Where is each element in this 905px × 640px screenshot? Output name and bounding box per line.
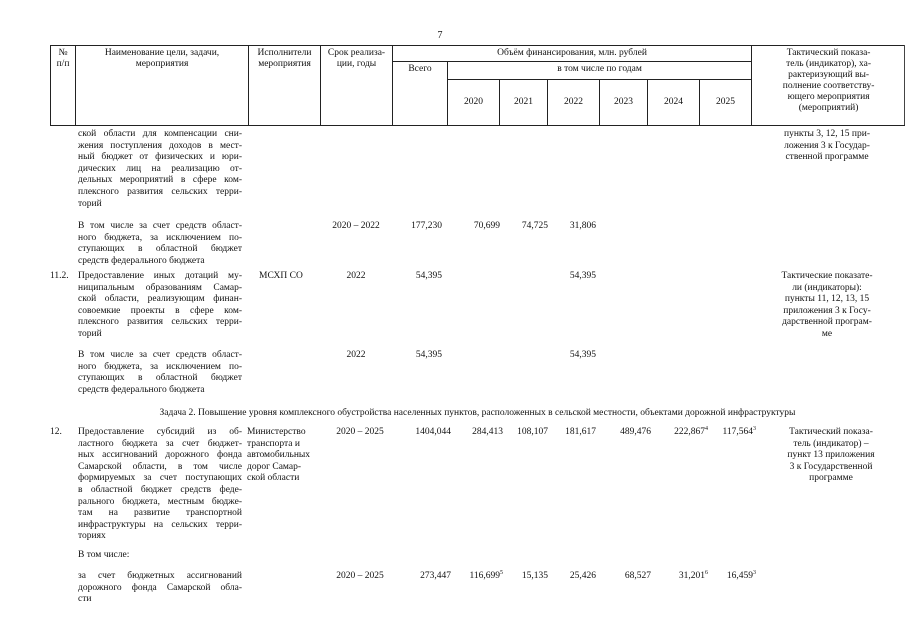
row-cont-indicator: [752, 129, 902, 164]
text-line: дельных мероприятий в сфере ком-: [78, 175, 242, 186]
text-line: Тактические показате-: [781, 271, 873, 281]
header-year-2025: 2025: [700, 80, 752, 126]
row-cont-obl-period: 2020 – 2022: [332, 221, 380, 231]
row-12a-2024: 31,201$^6$: [678, 569, 708, 581]
row-11-2-name: [78, 271, 242, 341]
text-line: торий: [78, 198, 102, 209]
header-name: Наименование цели, задачи, мероприятия: [76, 46, 249, 126]
row-11-2-obl-name: [78, 350, 242, 396]
text-line: приложения 3 к Госу-: [783, 305, 871, 316]
row-12-2025: 117,564$^3$: [722, 425, 756, 437]
header-by-years: в том числе по годам: [448, 62, 752, 80]
header-period: Срок реализа- ции, годы: [321, 46, 393, 126]
row-11-2-executor: [259, 271, 325, 283]
text-line: совоемкие проекты в сфере ком-: [78, 305, 242, 316]
text-line: жения поступления доходов в мест-: [78, 140, 242, 151]
text-line: транспорта и: [247, 438, 300, 449]
row-12a-name: [78, 571, 242, 606]
text-line: ме: [821, 328, 833, 339]
text-line: инфраструктуры на сельских терри-: [78, 519, 242, 530]
row-12-2022: 181,617: [565, 427, 596, 437]
text-line: ластного бюджета за счет бюджет-: [78, 438, 242, 449]
text-line: ской области: [247, 473, 300, 484]
task-2-heading: Задача 2. Повышение уровня комплексного обустройства населенных пунктов, расположенных в сельской местности, объектами дорожной инфраструктуры: [159, 408, 796, 418]
text-line: программе: [809, 473, 853, 484]
text-line: сти: [78, 594, 92, 605]
row-11-2-obl-period: 2022: [346, 350, 366, 360]
text-line: ного бюджета, за исключением по-: [78, 232, 242, 243]
text-line: рального бюджета, местным бюдже-: [78, 496, 242, 507]
text-line: Предоставление иных дотаций му-: [78, 271, 242, 281]
row-11-2-total: 54,395: [415, 271, 442, 281]
row-12-period: 2020 – 2025: [336, 427, 384, 437]
row-12a-2023: 68,527: [624, 571, 651, 581]
row-cont-obl-2020: 70,699: [473, 221, 500, 231]
text-line: ской области, реализующим финан-: [78, 294, 242, 305]
row-cont-obl-2021: 74,725: [521, 221, 548, 231]
row-cont-name: [78, 129, 242, 210]
text-line: пункт 13 приложения: [787, 450, 875, 461]
row-12-2023: 489,476: [620, 427, 651, 437]
text-line: Тактический показа-: [789, 427, 873, 437]
row-12a-2025: 16,459$^3$: [726, 569, 756, 581]
text-line: Самарской области, в том числе: [78, 461, 242, 472]
text-line: тель (индикатор) –: [793, 438, 869, 449]
row-12a-2021: 15,135: [521, 571, 548, 581]
header-indicator: Тактический показа- тель (индикатор), ха- рактеризующий вы- полнение соответству- ющего мероприятия (мероприятий): [752, 46, 905, 126]
text-line: в областной бюджет средств феде-: [78, 484, 242, 495]
text-line: пункты 3, 12, 15 при-: [783, 129, 871, 139]
text-line: торий: [78, 328, 102, 339]
text-line: плексного развития сельских терри-: [78, 317, 242, 328]
text-line: средств федерального бюджета: [78, 384, 205, 395]
text-line: за счет бюджетных ассигнований: [78, 571, 242, 581]
text-line: плексного развития сельских терри-: [78, 186, 242, 197]
row-12-indicator: [758, 427, 904, 485]
row-cont-obl-name: [78, 221, 242, 267]
row-11-2-obl-2022: 54,395: [569, 350, 596, 360]
text-line: дических лиц на реализацию от-: [78, 163, 242, 174]
text-line: пункты 11, 12, 13, 15: [784, 294, 870, 305]
header-executors: Исполнители мероприятия: [249, 46, 321, 126]
text-line: Министерство: [247, 427, 306, 437]
text-line: автомобильных: [247, 450, 311, 461]
text-line: ступающих в областной бюджет: [78, 244, 242, 255]
text-line: средств федерального бюджета: [78, 255, 205, 266]
row-12-2020: 284,413: [472, 427, 503, 437]
header-year-2024: 2024: [648, 80, 700, 126]
text-line: ственной программе: [785, 152, 869, 163]
row-cont-obl-total: 177,230: [411, 221, 442, 231]
text-line: 3 к Государственной: [789, 461, 873, 472]
text-line: формируемых за счет поступающих: [78, 473, 242, 484]
text-line: ных ассигнований дорожного фонда: [78, 450, 242, 461]
page-number: 7: [437, 30, 443, 41]
text-line: там на развитие транспортной: [78, 508, 242, 519]
row-12-name: [78, 427, 242, 543]
row-11-2-num: 11.2.: [50, 271, 69, 281]
row-12a-2020: 116,699$^5$: [469, 569, 503, 581]
row-cont-obl-2022: 31,806: [569, 221, 596, 231]
header-total: Всего: [393, 62, 448, 126]
row-11-2-indicator: [752, 271, 902, 341]
text-line: ской области для компенсации сни-: [78, 129, 242, 139]
row-12a-2022: 25,426: [569, 571, 596, 581]
including-label: В том числе:: [78, 550, 130, 560]
text-line: ниципальным образованиям Самар-: [78, 282, 242, 293]
header-year-2021: 2021: [500, 80, 548, 126]
row-11-2-2022: 54,395: [569, 271, 596, 281]
text-line: дорожного фонда Самарской обла-: [78, 582, 242, 593]
text-line: Предоставление субсидий из об-: [78, 427, 242, 437]
text-line: ториях: [78, 531, 106, 542]
text-line: ный бюджет от физических и юри-: [78, 152, 242, 163]
text-line: В том числе за счет средств област-: [78, 221, 242, 231]
header-funding: Объём финансирования, млн. рублей: [393, 46, 752, 62]
row-12-num: 12.: [50, 427, 62, 437]
row-12-executor: [247, 427, 321, 485]
header-year-2022: 2022: [548, 80, 600, 126]
header-year-2023: 2023: [600, 80, 648, 126]
text-line: ступающих в областной бюджет: [78, 373, 242, 384]
row-12a-period: 2020 – 2025: [336, 571, 384, 581]
text-line: В том числе за счет средств област-: [78, 350, 242, 360]
row-11-2-obl-total: 54,395: [415, 350, 442, 360]
header-year-2020: 2020: [448, 80, 500, 126]
row-12-2024: 222,867$^4$: [674, 425, 708, 437]
text-line: ного бюджета, за исключением по-: [78, 361, 242, 372]
row-12a-total: 273,447: [420, 571, 451, 581]
row-11-2-period: 2022: [346, 271, 366, 281]
header-num: № п/п: [51, 46, 76, 126]
text-line: МСХП СО: [259, 271, 303, 281]
text-line: ложения 3 к Государ-: [784, 140, 870, 151]
row-12-total: 1404,044: [415, 427, 451, 437]
text-line: дорог Самар-: [247, 461, 301, 472]
text-line: ли (индикаторы):: [792, 282, 862, 293]
text-line: дарственной програм-: [782, 317, 872, 328]
row-12-2021: 108,107: [517, 427, 548, 437]
